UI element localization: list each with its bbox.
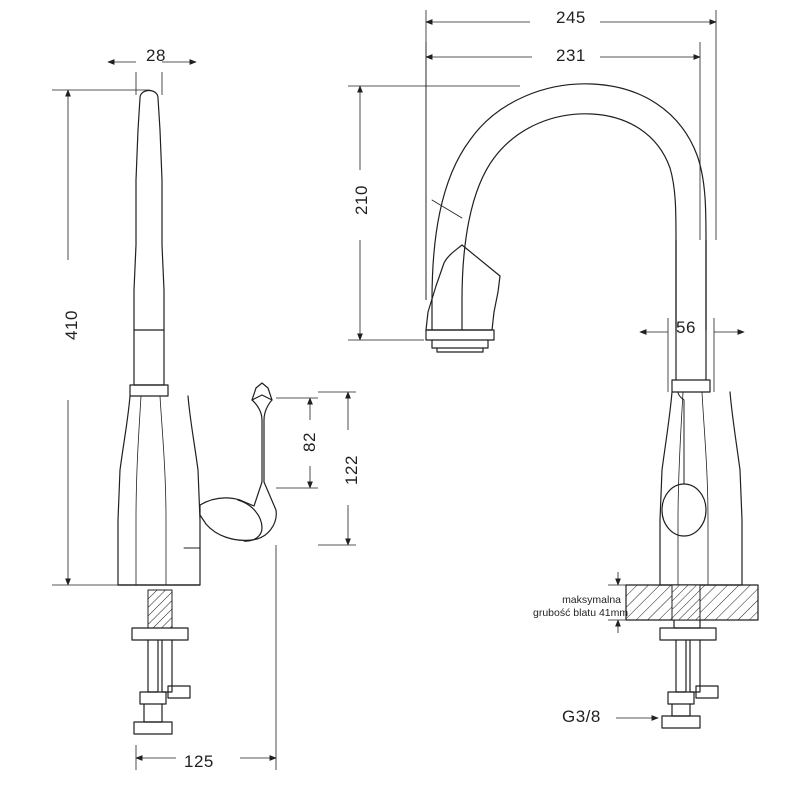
worktop-note-line1: maksymalna [562, 594, 621, 606]
front-view-faucet-outline [118, 91, 276, 735]
thread-size-label: G3/8 [562, 707, 601, 726]
dim-label-210: 210 [352, 185, 371, 215]
dim-label-122: 122 [342, 455, 361, 485]
dimline-125 [136, 545, 276, 770]
dim-label-245: 245 [556, 8, 586, 27]
dim-label-82: 82 [300, 432, 319, 452]
dim-label-28: 28 [146, 46, 166, 65]
dimline-210 [348, 86, 520, 340]
side-view-faucet-outline [424, 84, 758, 728]
dimline-231 [426, 42, 700, 300]
dim-label-231: 231 [556, 46, 586, 65]
dim-label-56: 56 [676, 318, 696, 337]
worktop-thickness-note [533, 594, 629, 620]
worktop-note-line2: grubość blatu 41mm [533, 607, 629, 619]
dim-label-410: 410 [62, 310, 81, 340]
dim-label-125: 125 [184, 752, 214, 771]
